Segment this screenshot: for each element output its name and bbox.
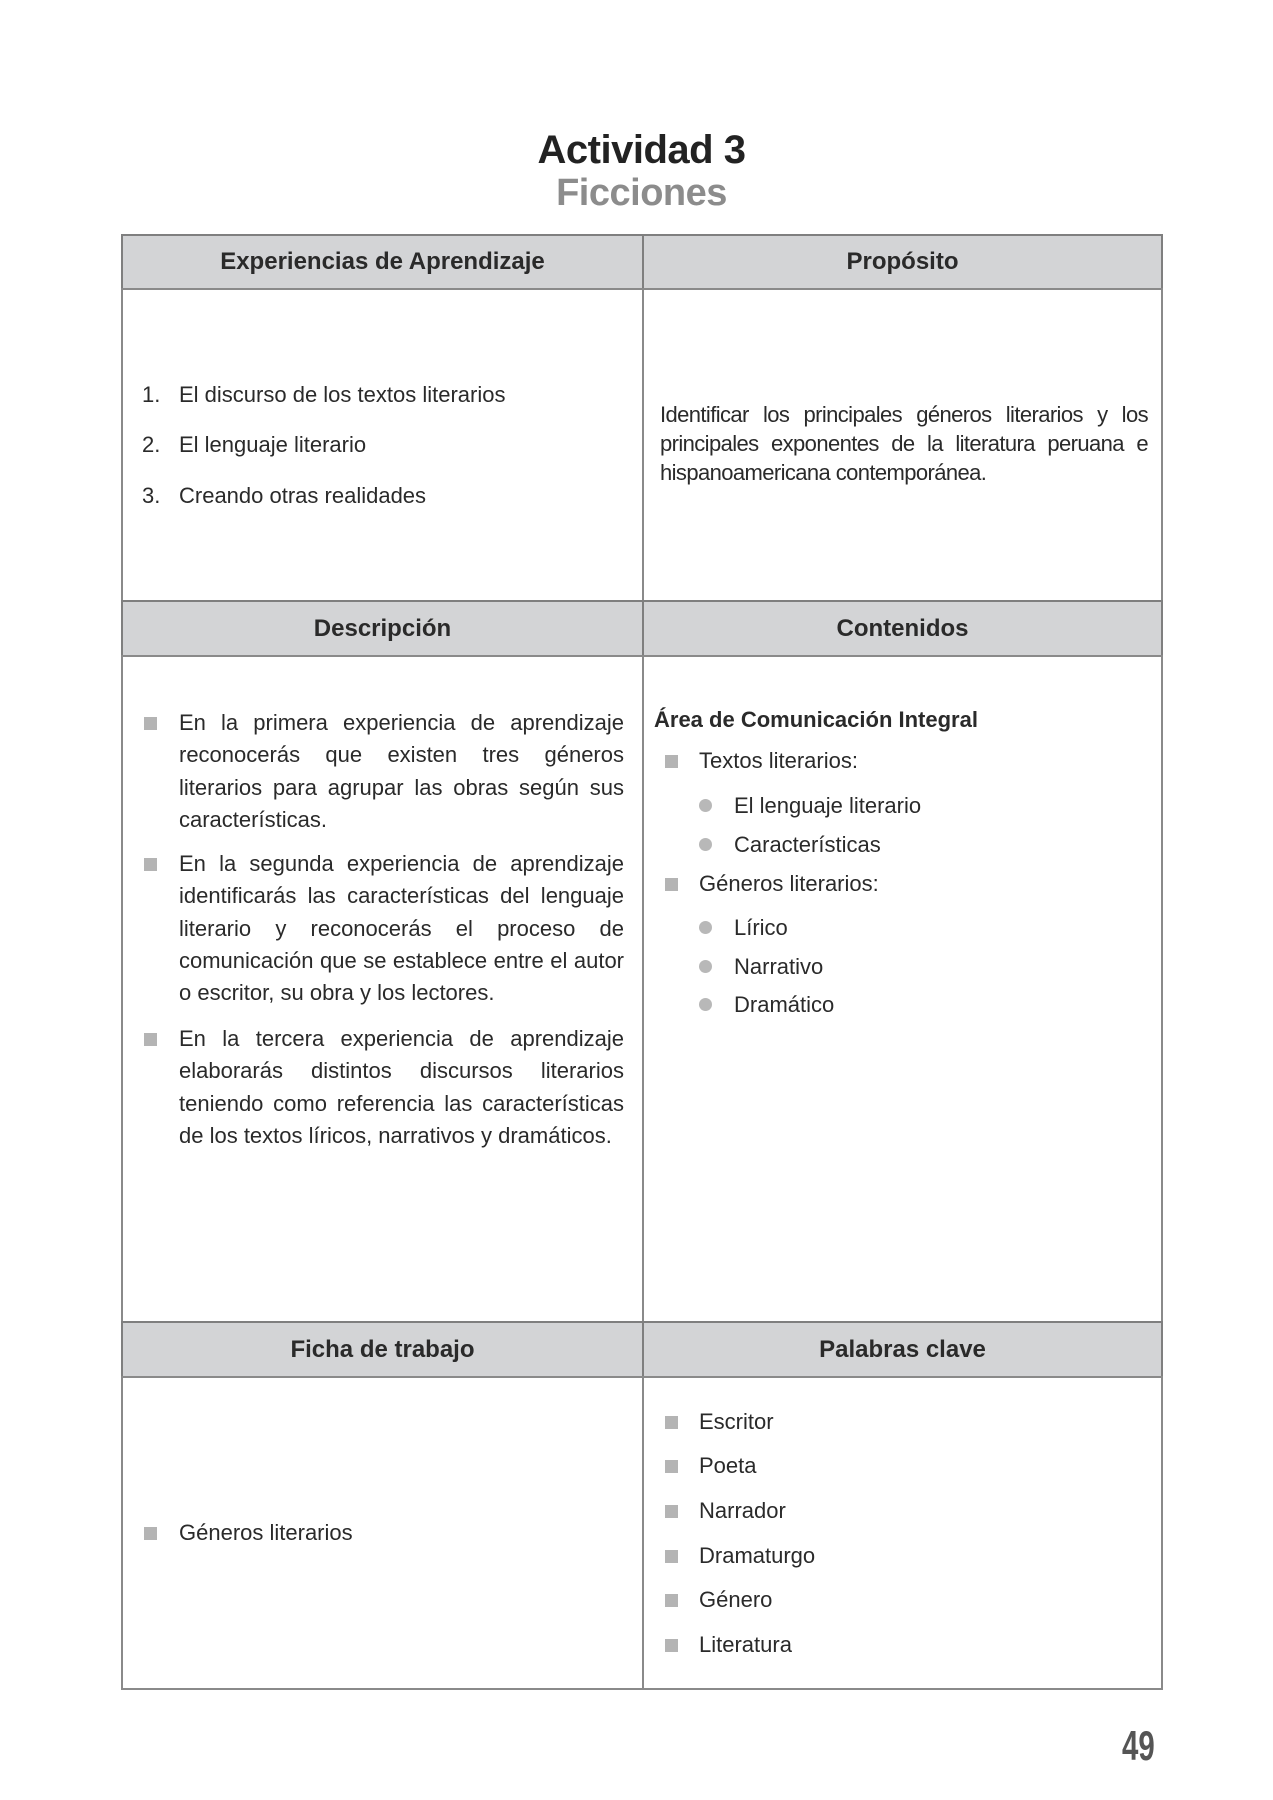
keyword-item: Escritor bbox=[699, 1409, 774, 1434]
contenidos-area: Área de Comunicación Integral bbox=[654, 707, 978, 732]
activity-title: Actividad 3 bbox=[537, 128, 746, 172]
contenidos-item: Lírico bbox=[734, 915, 788, 940]
contenidos-group: Géneros literarios: bbox=[699, 871, 879, 896]
square-bullet-icon bbox=[144, 858, 157, 871]
square-bullet-icon bbox=[665, 1505, 678, 1518]
square-bullet-icon bbox=[665, 1460, 678, 1473]
header-ficha: Ficha de trabajo bbox=[121, 1321, 644, 1378]
header-contenidos: Contenidos bbox=[642, 600, 1163, 657]
keyword-item: Dramaturgo bbox=[699, 1543, 816, 1568]
circle-bullet-icon bbox=[699, 921, 712, 934]
list-number: 1. bbox=[142, 382, 161, 407]
list-number: 2. bbox=[142, 432, 161, 457]
list-item: El discurso de los textos literarios bbox=[179, 382, 506, 407]
contenidos-item: El lenguaje literario bbox=[734, 793, 922, 818]
square-bullet-icon bbox=[144, 717, 157, 730]
square-bullet-icon bbox=[665, 1416, 678, 1429]
descripcion-item: En la primera experiencia de aprendizaje reconocerás que existen tres géneros literarios para agrupar las obras según sus características. bbox=[179, 710, 624, 832]
contenidos-item: Narrativo bbox=[734, 954, 824, 979]
keyword-item: Literatura bbox=[699, 1632, 792, 1657]
list-item: El lenguaje literario bbox=[179, 432, 367, 457]
square-bullet-icon bbox=[144, 1033, 157, 1046]
descripcion-item: En la segunda experiencia de aprendizaje identificarás las características del lenguaje literario y reconocerás el proceso de comunicación que se establece entre el autor o escritor, su obra y los lectores. bbox=[179, 851, 624, 1006]
activity-subtitle: Ficciones bbox=[556, 172, 727, 214]
contenidos-item: Dramático bbox=[734, 992, 835, 1017]
header-experiencias: Experiencias de Aprendizaje bbox=[121, 234, 644, 290]
keyword-item: Poeta bbox=[699, 1453, 757, 1478]
square-bullet-icon bbox=[665, 878, 678, 891]
ficha-item: Géneros literarios bbox=[179, 1520, 353, 1545]
square-bullet-icon bbox=[665, 755, 678, 768]
square-bullet-icon bbox=[665, 1639, 678, 1652]
contenidos-group: Textos literarios: bbox=[699, 748, 858, 773]
list-number: 3. bbox=[142, 483, 161, 508]
square-bullet-icon bbox=[665, 1594, 678, 1607]
circle-bullet-icon bbox=[699, 998, 712, 1011]
circle-bullet-icon bbox=[699, 838, 712, 851]
header-proposito: Propósito bbox=[642, 234, 1163, 290]
page-number: 49 bbox=[1122, 1722, 1155, 1769]
header-descripcion: Descripción bbox=[121, 600, 644, 657]
contenidos-item: Características bbox=[734, 832, 881, 857]
keyword-item: Narrador bbox=[699, 1498, 786, 1523]
circle-bullet-icon bbox=[699, 799, 712, 812]
keyword-item: Género bbox=[699, 1587, 773, 1612]
list-item: Creando otras realidades bbox=[179, 483, 427, 508]
square-bullet-icon bbox=[144, 1527, 157, 1540]
proposito-text: Identificar los principales géneros literarios y los principales exponentes de la literatura peruana e hispanoamericana contemporánea. bbox=[660, 402, 1148, 485]
circle-bullet-icon bbox=[699, 960, 712, 973]
descripcion-item: En la tercera experiencia de aprendizaje elaborarás distintos discursos literarios teniendo como referencia las características de los textos líricos, narrativos y dramáticos. bbox=[179, 1026, 624, 1148]
square-bullet-icon bbox=[665, 1550, 678, 1563]
header-palabras: Palabras clave bbox=[642, 1321, 1163, 1378]
